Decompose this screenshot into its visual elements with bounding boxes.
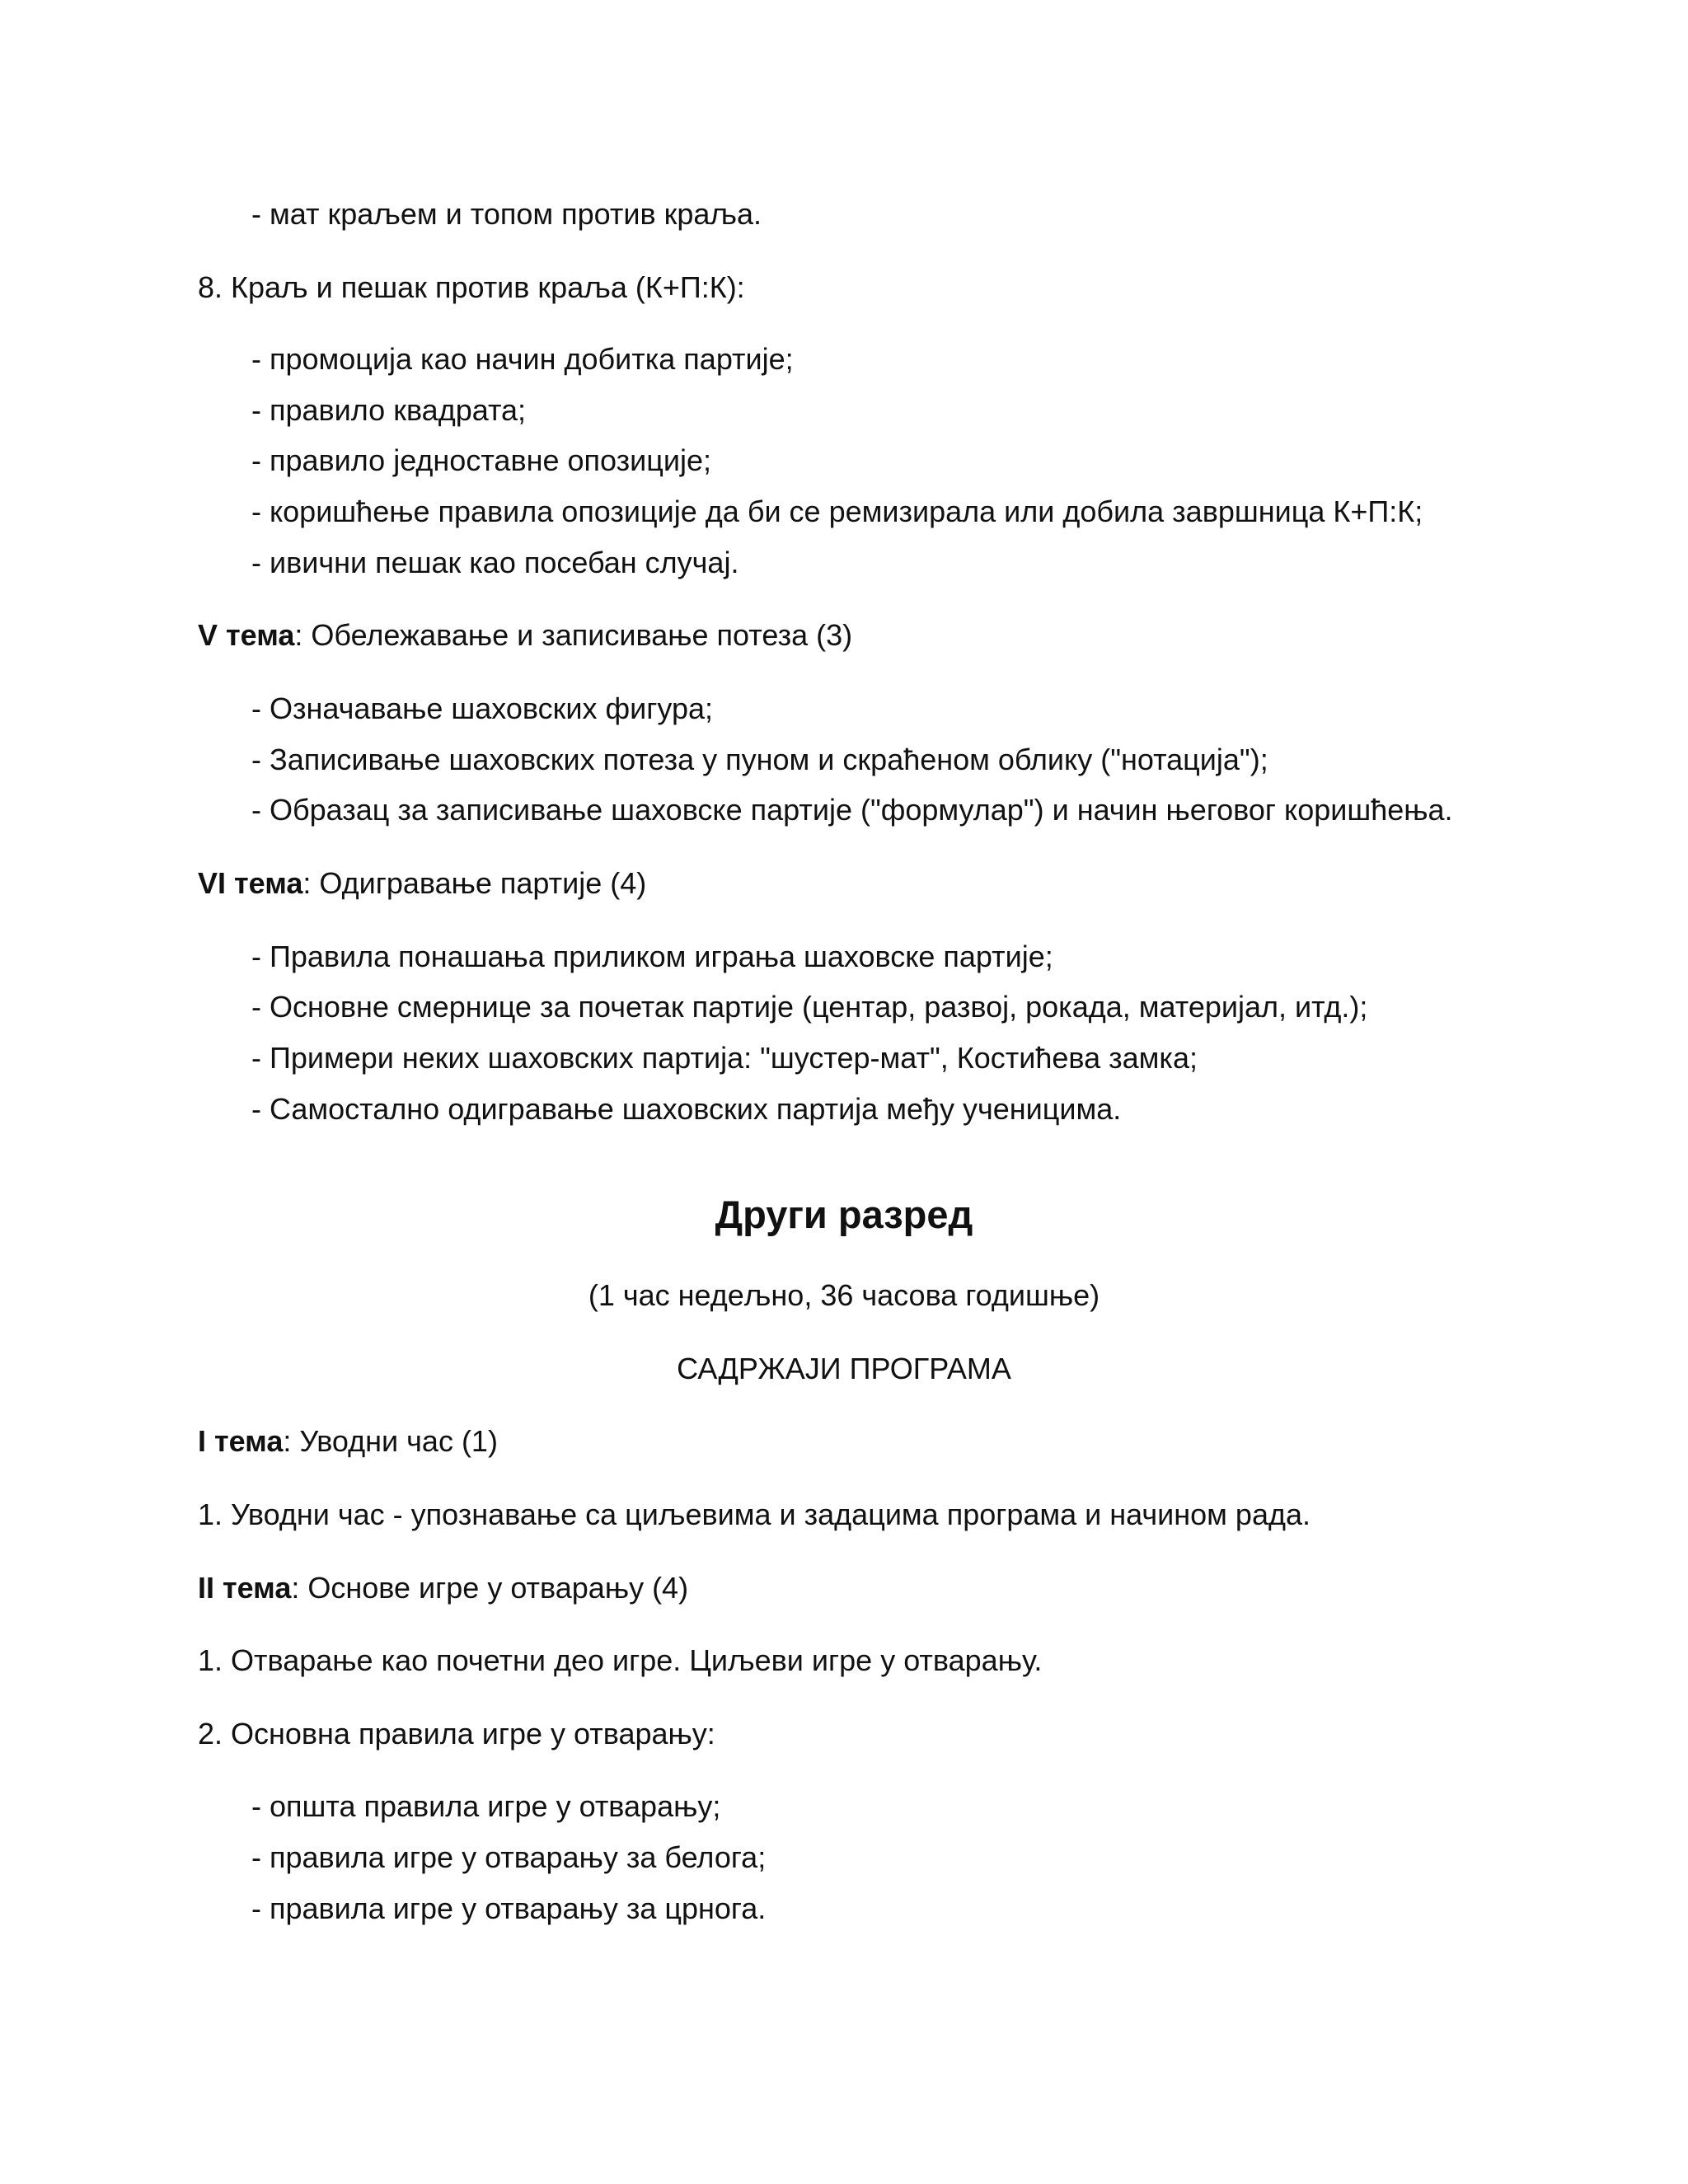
theme-5-heading [198, 617, 852, 654]
theme-6-bullet-2: - Основне смернице за почетак партије (центар, развој, рокада, материјал, итд.); [251, 990, 1368, 1024]
theme-2-label: II тема [198, 1571, 292, 1605]
theme-5-label: V тема [198, 618, 295, 652]
item-8-bullet-1: - промоција као начин добитка партије; [251, 342, 794, 376]
theme-6-heading [198, 865, 646, 902]
theme-5-bullet-1: - Означавање шаховских фигура; [251, 691, 714, 725]
theme-5-title: : Обележавање и записивање потеза (3) [294, 618, 853, 652]
theme-2-item-1: 1. Отварање као почетни део игре. Циљеви игре у отварању. [198, 1643, 1043, 1677]
item-8-bullet-5: - ивични пешак као посебан случај. [251, 546, 739, 579]
program-contents-title: САДРЖАЈИ ПРОГРАМА [677, 1352, 1011, 1385]
theme-2-item-2: 2. Основна правила игре у отварању: [198, 1717, 715, 1750]
theme-1-label: I тема [198, 1424, 284, 1458]
theme-1-item-1: 1. Уводни час - упознавање са циљевима и задацима програма и начином рада. [198, 1497, 1311, 1531]
theme-6-bullet-1: - Правила понашања приликом играња шаховске партије; [251, 940, 1053, 973]
grade-2-hours: (1 час недељно, 36 часова годишње) [588, 1278, 1100, 1312]
item-8-bullet-2: - правило квадрата; [251, 393, 527, 427]
theme-5-bullet-2: - Записивање шаховских потеза у пуном и скраћеном облику ("нотација"); [251, 743, 1268, 776]
bullet-mate-king-rook: - мат краљем и топом против краља. [251, 197, 762, 231]
theme-2-heading [198, 1570, 688, 1606]
theme-1-title: : Уводни час (1) [283, 1424, 498, 1458]
theme-6-bullet-4: - Самостално одигравање шаховских партија међу ученицима. [251, 1092, 1122, 1126]
theme-6-label: VI тема [198, 866, 303, 900]
item-8-bullet-4: - коришћење правила опозиције да би се ремизирала или добила завршница К+П:К; [251, 494, 1423, 528]
theme-2-bullet-1: - општа правила игре у отварању; [251, 1789, 721, 1823]
item-8-bullet-3: - правило једноставне опозиције; [251, 443, 711, 477]
theme-5-bullet-3: - Образац за записивање шаховске партије ("формулар") и начин његовог коришћења. [251, 793, 1453, 827]
theme-2-title: : Основе игре у отварању (4) [291, 1571, 689, 1605]
theme-6-title: : Одигравање партије (4) [302, 866, 647, 900]
item-8-title: 8. Краљ и пешак против краља (К+П:К): [198, 270, 745, 304]
theme-2-bullet-3: - правила игре у отварању за црнога. [251, 1891, 767, 1925]
theme-1-heading [198, 1423, 498, 1460]
grade-2-heading: Други разред [715, 1193, 973, 1236]
theme-6-bullet-3: - Примери неких шаховских партија: "шустер-мат", Костићева замка; [251, 1041, 1198, 1075]
theme-2-bullet-2: - правила игре у отварању за белога; [251, 1840, 767, 1874]
